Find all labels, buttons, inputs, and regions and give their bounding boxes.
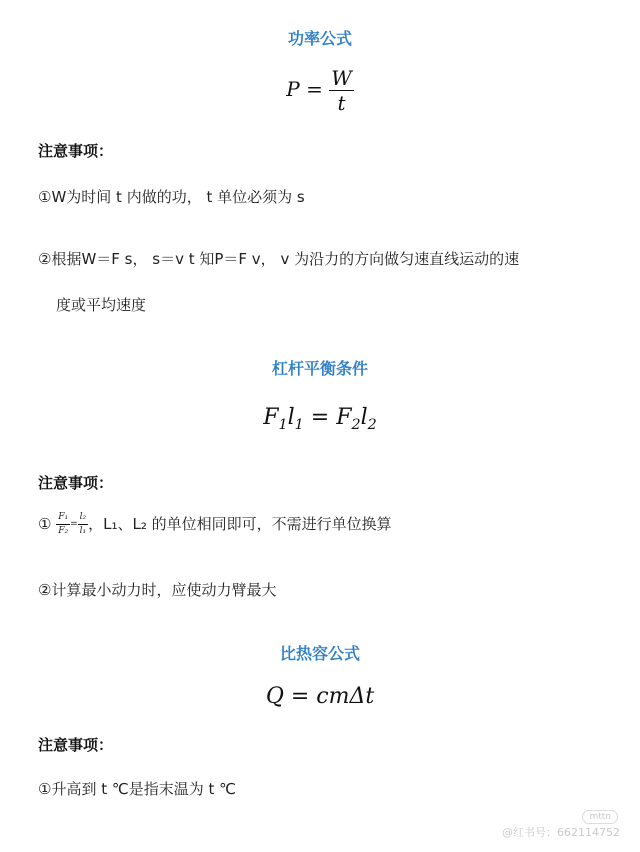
note-line: ①W为时间 t 内做的功， t 单位必须为 s bbox=[38, 188, 305, 206]
formula-power bbox=[0, 68, 640, 113]
formula-lever-f2: F bbox=[336, 405, 352, 430]
ratio-left-numerator: F₁ bbox=[56, 513, 70, 525]
formula-lever bbox=[0, 405, 640, 433]
formula-lever-l1: l bbox=[287, 405, 295, 430]
ratio-left-fraction bbox=[56, 513, 70, 536]
note-number: ① bbox=[38, 515, 52, 533]
note-line-continued: 度或平均速度 bbox=[56, 296, 147, 314]
formula-lever-f2-sub: 2 bbox=[351, 417, 361, 433]
section-title-power: 功率公式 bbox=[287, 29, 352, 48]
watermark-text: @红书号：662114752 bbox=[502, 826, 620, 839]
note-line-ratio bbox=[38, 513, 392, 536]
formula-specific-heat: Q = cmΔt bbox=[265, 684, 375, 709]
ratio-left-denominator: F₂ bbox=[58, 526, 69, 536]
note-line: ②计算最小动力时，应使动力臂最大 bbox=[38, 581, 277, 599]
note-heading: 注意事项： bbox=[38, 142, 114, 160]
formula-power-numerator: W bbox=[331, 66, 352, 90]
formula-power-fraction bbox=[329, 68, 354, 113]
ratio-right-fraction bbox=[78, 513, 89, 536]
formula-lever-l1-sub: 1 bbox=[294, 417, 304, 433]
watermark-logo: mttn bbox=[582, 810, 618, 824]
formula-power-denominator: t bbox=[337, 91, 346, 115]
ratio-equals: = bbox=[70, 519, 78, 530]
formula-power-lhs: P = bbox=[286, 77, 323, 101]
note-heading: 注意事项： bbox=[38, 474, 114, 492]
formula-lever-l2-sub: 2 bbox=[367, 417, 377, 433]
formula-lever-l2: l bbox=[360, 405, 368, 430]
note-line: ①升高到 t ℃是指末温为 t ℃ bbox=[38, 780, 236, 798]
formula-lever-f1: F bbox=[263, 405, 279, 430]
ratio-note-text: ，L₁、L₂ 的单位相同即可，不需进行单位换算 bbox=[88, 515, 392, 533]
ratio-right-numerator: l₂ bbox=[78, 513, 89, 525]
section-title-lever: 杠杆平衡条件 bbox=[271, 359, 368, 378]
note-line: ②根据W＝F s， s＝v t 知P＝F v， v 为沿力的方向做匀速直线运动的速 bbox=[38, 250, 520, 268]
section-title-specific-heat: 比热容公式 bbox=[279, 644, 360, 663]
ratio-right-denominator: l₁ bbox=[79, 526, 87, 536]
formula-lever-equals: = bbox=[310, 405, 330, 430]
note-heading: 注意事项： bbox=[38, 736, 114, 754]
formula-lever-f1-sub: 1 bbox=[278, 417, 288, 433]
